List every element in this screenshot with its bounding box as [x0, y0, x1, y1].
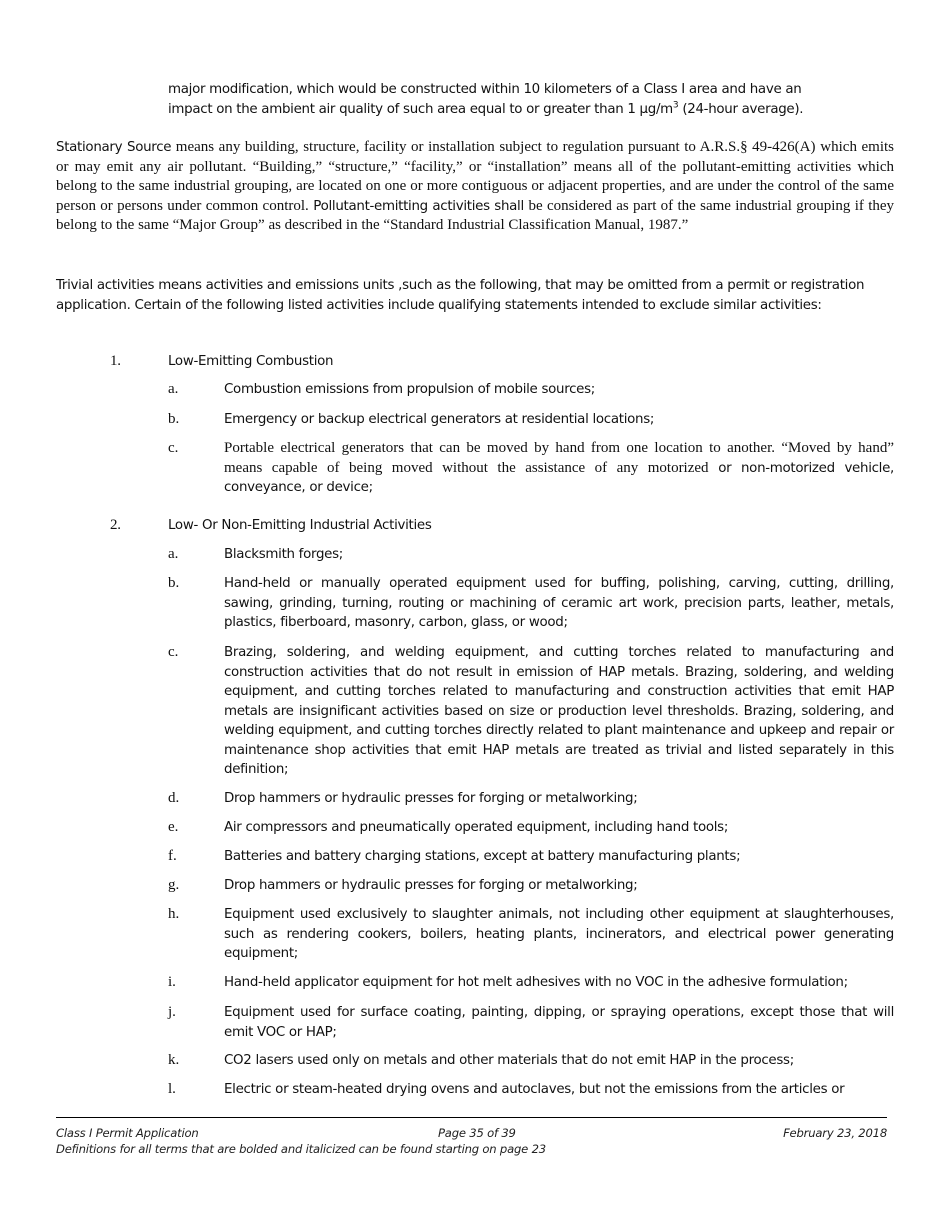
- continuation-line-2: impact on the ambient air quality of such area equal to or greater than 1 $\mu g/m^3$ (24-hour average).: [168, 100, 804, 117]
- footer-note: Definitions for all terms that are bolded and italicized can be found starting on page 23: [56, 1142, 546, 1156]
- definition-tail: Pollutant-emitting activities shall: [308, 198, 524, 214]
- definition-term: Trivial activities: [56, 278, 155, 293]
- definition-body: which emits or may emit any air pollutant. “Building,” “structure,” “facility,” or “installation” means all of the pollutant-emitting activities which belong to the same industrial grouping, are located on one or more contiguous or adjacent properties, and are under the control of the same person or persons under common control.: [56, 139, 895, 214]
- document-page: major modification, which would be constructed within 10 kilometers of a Class I area and have an impact on the ambient air quality of such area equal to or greater than 1 $\mu g/m^3$ (24-hour average). Stationary Source means any building, structure, facility or installation subject to regulation pursuant to A.R.S.§ 49-426(A) which emits or may emit any air pollutant. “Building,” “structure,” “facility,” or “installation” means all of the pollutant-emitting activities which belong to the same industrial grouping, are located on one or more contiguous or adjacent properties, and are under the control of the same person or persons under common control. Pollutant-emitting activities shall be considered as part of the same industrial grouping if they belong to the same “Major Group” as described in the “Standard Industrial Classification Manual, 1987.” Trivial activities means activities and emissions units ,such as the following, that may be omitted from a permit or registration application. Certain of the following listed activities include qualifying statements intended to exclude similar activities: 1. Low-Emitting Combustion a. Combustion emissions from propulsion of mobile sources; b. Emergency or backup electrical generators at residential locations; c. Portable electrical generators that can be moved by hand from one location to another. “Moved by hand” means capable of being moved without the assistance of any motorized or non-motorized vehicle, conveyance, or device; 2. Low- Or Non-Emitting Industrial Activities a. Blacksmith forges; b. Hand-held or manually operated equipment used for buffing, polishing, carving, cutting, drilling, sawing, grinding, turning, routing or machining of ceramic art work, precision parts, leather, metals, plastics, fiberboard, masonry, carbon, glass, or wood; c. Brazing, soldering, and welding equipment, and cutting torches related to manufacturing and construction activities that do not result in emission of HAP metals. Brazing, soldering, and welding equipment, and cutting torches related to manufacturing and construction activities that emit HAP metals are insignificant activities based on size or production level thresholds. Brazing, soldering, and welding equipment, and cutting torches directly related to plant maintenance and upkeep and repair or maintenance shop activities that emit HAP metals are treated as trivial and listed separately in this definition; d. Drop hammers or hydraulic presses for forging or metalworking; e. Air compressors and pneumatically operated equipment, including hand tools; f. Batteries and battery charging stations, except at battery manufacturing plants; g. Drop hammers or hydraulic presses for forging or metalworking; h. Equipment used exclusively to slaughter animals, not including other equipment at slaughterhouses, such as rendering cookers, boilers, heating plants, incinerators, and electrical power generating equipment; i. Hand-held applicator equipment for hot melt adhesives with no VOC in the adhesive formulation; j. Equipment used for surface coating, painting, dipping, or spraying operations, except those that will emit VOC or HAP; k. CO2 lasers used only on metals and other materials that do not emit HAP in the process; l. Electric or steam-heated drying ovens and autoclaves, but not the emissions from the articles or Class I Permit Application Page 35 of 39 February 23, 2018 Definitions for all terms that are bolded and italicized can be found starting on page 23: [56, 82, 895, 1156]
- definition-end: be considered as part of the same industrial grouping if they belong to the same “Major Group” as described in the “Standard Industrial Classification Manual, 1987.”: [56, 197, 895, 233]
- definition-lead: means any building, structure, facility or installation subject to regulation pursuant to A.R.S.§ 49-426(A): [171, 139, 816, 155]
- footer-page-number: Page 35 of 39: [438, 1126, 516, 1140]
- continuation-line-1: major modification, which would be constructed within 10 kilometers of a Class I area and have an: [168, 82, 802, 97]
- definition-text: means activities and emissions units ,such as the following, that may be omitted from a permit or registration application. Certain of the following listed activities include qualifying statements intended to exclude similar activities:: [56, 278, 865, 313]
- footer-document-title: Class I Permit Application: [56, 1126, 199, 1140]
- footer-rule: [56, 1117, 887, 1118]
- trivial-activities-definition: [56, 276, 894, 315]
- stationary-source-definition: [56, 138, 894, 236]
- definition-term: Stationary Source: [56, 140, 172, 155]
- continuation-paragraph: [168, 80, 858, 119]
- footer-date: February 23, 2018: [783, 1126, 887, 1140]
